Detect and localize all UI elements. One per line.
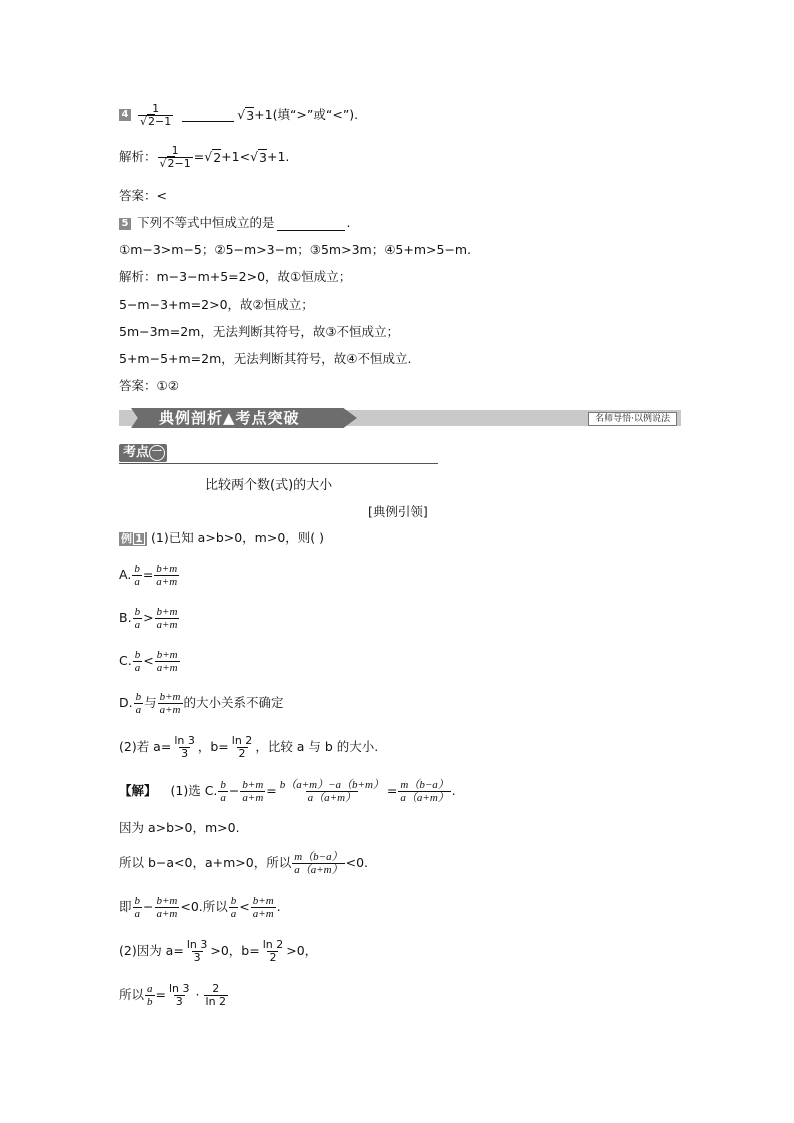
option-d: D. $\frac{b}{a}$ 与 $\frac{b+m}{a+m}$ 的大小关系不确定 xyxy=(119,690,284,716)
question-4-answer: 答案：< xyxy=(119,188,167,203)
answer-blank[interactable] xyxy=(277,218,345,231)
question-5-answer: 答案：①② xyxy=(119,378,179,393)
solution-line: 因为 a>b>0，m>0. xyxy=(119,820,240,835)
solution-line: 所以 b−a<0，a+m>0，所以 $\frac{m(b-a)}{a(a+m)}$ <0. xyxy=(119,850,368,876)
question-5: 5 下列不等式中恒成立的是 . xyxy=(119,215,351,231)
topic-tag: 考点 一 xyxy=(119,444,167,462)
fraction: $\frac{1}{√2-1}$ xyxy=(140,101,172,128)
section-banner xyxy=(119,408,681,428)
example-question-1: 例 1 (1)已知 a>b>0，m>0，则( ) xyxy=(121,530,325,545)
topic-number: 一 xyxy=(149,445,165,461)
solution-line: 5−m−3+m=2>0，故②恒成立； xyxy=(119,297,314,312)
section-title: 典例剖析▲考点突破 xyxy=(159,409,300,427)
option-c: C. $\frac{b}{a}$ < $\frac{b+m}{a+m}$ xyxy=(119,648,178,674)
question-4: 4 $\frac{1}{√2-1}$ √ 3 +1(填“>”或“<”). xyxy=(119,100,358,130)
divider xyxy=(119,463,438,464)
question-number-badge: 4 xyxy=(119,109,131,121)
solution-line: 所以 $\frac{a}{b}$ = $\frac{\ln 3}{3}$ · $\frac{2}{\ln 2}$ xyxy=(119,981,227,1008)
solution-line: 5+m−5+m=2m，无法判断其符号，故④不恒成立. xyxy=(119,351,412,366)
solution-part-2: (2)因为 a= $\frac{\ln 3}{3}$ >0，b= $\frac{\ln 2}{2}$ >0， xyxy=(119,937,318,964)
example-badge: 例 1 xyxy=(119,532,147,546)
solution-line: 即 $\frac{b}{a}$ − $\frac{b+m}{a+m}$ <0.所以 $\frac{b}{a}$ < $\frac{b+m}{a+m}$ . xyxy=(119,894,281,920)
section-subtitle: 名师导悟·以例说法 xyxy=(588,412,677,426)
question-number-badge: 5 xyxy=(119,218,131,230)
solution-part-1: 【解】 (1)选 C. $\frac{b}{a}$ − $\frac{b+m}{a+m}$ = $\frac{b(a+m)-a(b+m)}{a(a+m)}$ = $\frac{m(b-a)}{a(a+m)}$ . xyxy=(119,778,456,804)
solution-line: 解析：m−3−m+5=2>0，故①恒成立； xyxy=(119,269,352,284)
question-4-solution: 解析： $\frac{1}{√2-1}$ = √ 2 +1< √ 3 +1. xyxy=(119,143,290,170)
option-a: A. $\frac{b}{a}$ = $\frac{b+m}{a+m}$ xyxy=(119,562,178,588)
option-b: B. $\frac{b}{a}$ > $\frac{b+m}{a+m}$ xyxy=(119,605,178,631)
question-5-options: ①m−3>m−5；②5−m>3−m；③5m>3m；④5+m>5−m. xyxy=(119,242,472,257)
answer-blank[interactable] xyxy=(182,109,234,122)
topic-subheading: [典例引领] xyxy=(368,504,428,519)
fraction: $\frac{1}{√2-1}$ xyxy=(159,143,191,170)
example-question-2: (2)若 a= $\frac{\ln 3}{3}$ ，b= $\frac{\ln 2}{2}$ ，比较 a 与 b 的大小. xyxy=(119,733,379,760)
solution-line: 5m−3m=2m，无法判断其符号，故③不恒成立； xyxy=(119,324,400,339)
topic-heading: 比较两个数(式)的大小 xyxy=(205,478,333,493)
